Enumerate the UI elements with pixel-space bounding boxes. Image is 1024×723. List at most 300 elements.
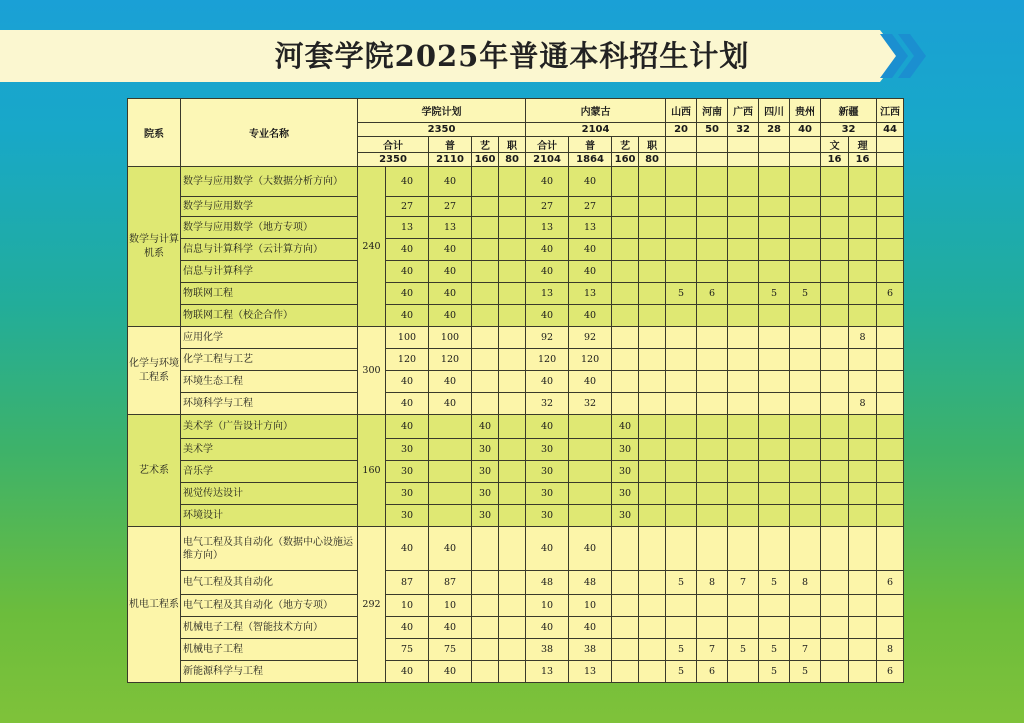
chevron-right-icon [878, 30, 928, 82]
college-value: 30 [386, 505, 429, 527]
neimenggu-value: 40 [569, 261, 612, 283]
province-value [728, 283, 759, 305]
xinjiang-li-value [849, 595, 877, 617]
province-value [666, 483, 697, 505]
province-value [759, 167, 790, 197]
college-sub-zhi: 职 [499, 137, 526, 153]
college-value: 40 [386, 415, 429, 439]
province-value [877, 393, 904, 415]
table-row [128, 261, 904, 283]
neimenggu-value: 40 [526, 617, 569, 639]
province-value [877, 595, 904, 617]
province-value: 7 [728, 571, 759, 595]
province-value [697, 483, 728, 505]
college-value: 40 [429, 371, 472, 393]
neimenggu-value [639, 371, 666, 393]
province-value [790, 439, 821, 461]
province-value: 5 [666, 571, 697, 595]
college-value: 27 [429, 197, 472, 217]
province-value [728, 327, 759, 349]
neimenggu-value: 40 [612, 415, 639, 439]
major-name: 环境设计 [181, 505, 358, 527]
college-value: 40 [429, 527, 472, 571]
province-value [728, 217, 759, 239]
college-value [499, 349, 526, 371]
dept-total: 160 [358, 415, 386, 527]
province-value [697, 217, 728, 239]
college-value [499, 505, 526, 527]
dept-total: 300 [358, 327, 386, 415]
xinjiang-li-value [849, 305, 877, 327]
neimenggu-value: 40 [526, 239, 569, 261]
province-total: 32 [728, 123, 759, 137]
college-value [429, 483, 472, 505]
college-value [429, 415, 472, 439]
college-value [499, 167, 526, 197]
major-name: 机械电子工程 [181, 639, 358, 661]
neimenggu-value: 40 [569, 167, 612, 197]
xinjiang-li-value [849, 217, 877, 239]
college-value: 30 [472, 505, 499, 527]
enrollment-table-wrapper [127, 98, 903, 700]
province-value [790, 505, 821, 527]
major-name: 数学与应用数学（地方专项） [181, 217, 358, 239]
xinjiang-wen-value [821, 327, 849, 349]
header-major: 专业名称 [181, 99, 358, 167]
xinjiang-li-value [849, 261, 877, 283]
neimenggu-value [639, 571, 666, 595]
province-value [666, 439, 697, 461]
neimenggu-value [612, 197, 639, 217]
xinjiang-li-value [849, 349, 877, 371]
province-value [666, 261, 697, 283]
xinjiang-wen-value [821, 217, 849, 239]
province-value [697, 371, 728, 393]
dept-total: 292 [358, 527, 386, 683]
province-value: 5 [666, 661, 697, 683]
neimenggu-value [612, 393, 639, 415]
xinjiang-li-value [849, 661, 877, 683]
college-sub-heji: 合计 [358, 137, 429, 153]
college-sub-pu: 普 [429, 137, 472, 153]
neimenggu-value [639, 327, 666, 349]
college-value: 10 [429, 595, 472, 617]
xinjiang-wen-value [821, 571, 849, 595]
neimenggu-value: 92 [526, 327, 569, 349]
neimenggu-value [612, 527, 639, 571]
college-value [472, 617, 499, 639]
xinjiang-li-value [849, 283, 877, 305]
province-value: 6 [697, 283, 728, 305]
province-value [728, 349, 759, 371]
neimenggu-value [639, 167, 666, 197]
college-value: 100 [386, 327, 429, 349]
major-name: 物联网工程（校企合作） [181, 305, 358, 327]
province-value [759, 483, 790, 505]
college-value [499, 617, 526, 639]
header-province: 山西 [666, 99, 697, 123]
neimenggu-value [612, 283, 639, 305]
neimenggu-value: 40 [526, 305, 569, 327]
major-name: 音乐学 [181, 461, 358, 483]
xinjiang-li-value: 8 [849, 327, 877, 349]
college-value: 27 [386, 197, 429, 217]
neimenggu-value: 32 [526, 393, 569, 415]
province-value [790, 239, 821, 261]
table-row [128, 617, 904, 639]
neimenggu-value: 38 [526, 639, 569, 661]
province-value [697, 305, 728, 327]
neimenggu-value: 13 [569, 217, 612, 239]
header-dept: 院系 [128, 99, 181, 167]
major-name: 信息与计算科学 [181, 261, 358, 283]
province-value [759, 527, 790, 571]
province-value [759, 617, 790, 639]
college-value [499, 371, 526, 393]
province-value [666, 415, 697, 439]
table-row [128, 305, 904, 327]
xinjiang-wen-value [821, 505, 849, 527]
neimenggu-value [639, 261, 666, 283]
neimenggu-value: 40 [526, 371, 569, 393]
neimenggu-value [639, 661, 666, 683]
province-value [728, 461, 759, 483]
college-value [429, 439, 472, 461]
neimenggu-value: 30 [526, 461, 569, 483]
neimenggu-value [612, 167, 639, 197]
province-value [728, 261, 759, 283]
province-value [728, 595, 759, 617]
province-value [790, 461, 821, 483]
dept-cell: 数学与计算机系 [128, 167, 181, 327]
province-value [790, 393, 821, 415]
xinjiang-wen-value [821, 661, 849, 683]
province-value [697, 617, 728, 639]
major-name: 机械电子工程（智能技术方向） [181, 617, 358, 639]
neimenggu-sub-value: 80 [639, 153, 666, 167]
neimenggu-value: 30 [526, 483, 569, 505]
neimenggu-value [639, 239, 666, 261]
neimenggu-value: 13 [526, 283, 569, 305]
table-row [128, 439, 904, 461]
province-value [877, 527, 904, 571]
major-name: 数学与应用数学（大数据分析方向） [181, 167, 358, 197]
province-value [728, 197, 759, 217]
college-value [472, 261, 499, 283]
table-row [128, 239, 904, 261]
province-value [666, 327, 697, 349]
province-value [759, 371, 790, 393]
college-value: 40 [386, 661, 429, 683]
province-total: 32 [821, 123, 877, 137]
xinjiang-sub-li: 理 [849, 137, 877, 153]
neimenggu-value [639, 393, 666, 415]
college-value [499, 217, 526, 239]
province-value: 8 [790, 571, 821, 595]
neimenggu-value [639, 527, 666, 571]
province-value [790, 167, 821, 197]
neimenggu-value: 40 [569, 527, 612, 571]
province-value [790, 371, 821, 393]
neimenggu-value [639, 617, 666, 639]
neimenggu-value: 27 [569, 197, 612, 217]
province-value [697, 261, 728, 283]
neimenggu-value [612, 371, 639, 393]
province-value: 8 [877, 639, 904, 661]
college-value [472, 595, 499, 617]
neimenggu-value: 30 [612, 505, 639, 527]
college-value [499, 439, 526, 461]
xinjiang-wen-value [821, 197, 849, 217]
college-value [429, 461, 472, 483]
xinjiang-sub-wen: 文 [821, 137, 849, 153]
neimenggu-value: 30 [612, 461, 639, 483]
neimenggu-value [639, 505, 666, 527]
province-value [697, 327, 728, 349]
xinjiang-wen-value [821, 167, 849, 197]
college-value: 40 [429, 239, 472, 261]
major-name: 物联网工程 [181, 283, 358, 305]
college-value: 30 [386, 483, 429, 505]
neimenggu-value: 40 [526, 167, 569, 197]
neimenggu-value [639, 595, 666, 617]
page-title: 河套学院2025年普通本科招生计划 [274, 39, 750, 73]
province-value [728, 439, 759, 461]
college-value: 40 [386, 283, 429, 305]
province-value [790, 617, 821, 639]
college-value: 40 [429, 305, 472, 327]
province-value [877, 415, 904, 439]
neimenggu-value [569, 461, 612, 483]
province-total: 50 [697, 123, 728, 137]
college-value [499, 461, 526, 483]
table-row [128, 217, 904, 239]
neimenggu-value [612, 571, 639, 595]
college-total: 2350 [358, 123, 526, 137]
neimenggu-value: 92 [569, 327, 612, 349]
header-province: 江西 [877, 99, 904, 123]
college-value [499, 239, 526, 261]
xinjiang-li-value [849, 197, 877, 217]
major-name: 美术学 [181, 439, 358, 461]
header-province: 四川 [759, 99, 790, 123]
province-value [666, 305, 697, 327]
neimenggu-value [612, 595, 639, 617]
province-value [790, 349, 821, 371]
header-province: 河南 [697, 99, 728, 123]
dept-total: 240 [358, 167, 386, 327]
table-row [128, 661, 904, 683]
province-total: 40 [790, 123, 821, 137]
college-value: 30 [472, 439, 499, 461]
neimenggu-value: 30 [526, 505, 569, 527]
college-value: 87 [386, 571, 429, 595]
neimenggu-value: 48 [569, 571, 612, 595]
province-value: 5 [759, 283, 790, 305]
college-value: 30 [472, 461, 499, 483]
table-row [128, 349, 904, 371]
neimenggu-value: 40 [569, 239, 612, 261]
major-name: 环境生态工程 [181, 371, 358, 393]
college-value [499, 261, 526, 283]
neimenggu-total: 2104 [526, 123, 666, 137]
province-value [790, 595, 821, 617]
xinjiang-wen-value [821, 415, 849, 439]
province-value: 6 [697, 661, 728, 683]
college-value: 40 [429, 261, 472, 283]
neimenggu-value: 40 [526, 415, 569, 439]
neimenggu-value [612, 617, 639, 639]
college-value: 40 [472, 415, 499, 439]
neimenggu-value: 40 [526, 261, 569, 283]
xinjiang-li-value [849, 415, 877, 439]
neimenggu-sub-heji: 合计 [526, 137, 569, 153]
province-value: 5 [759, 571, 790, 595]
xinjiang-wen-value [821, 595, 849, 617]
province-value [759, 595, 790, 617]
province-value [666, 393, 697, 415]
province-value [697, 439, 728, 461]
xinjiang-li-value [849, 639, 877, 661]
province-value [666, 349, 697, 371]
neimenggu-value: 30 [612, 483, 639, 505]
province-value [759, 217, 790, 239]
province-value [697, 349, 728, 371]
province-value [728, 661, 759, 683]
college-value [472, 327, 499, 349]
neimenggu-value: 40 [569, 305, 612, 327]
xinjiang-li-value [849, 461, 877, 483]
province-value [666, 527, 697, 571]
college-value: 40 [429, 393, 472, 415]
province-value [759, 197, 790, 217]
province-value [877, 483, 904, 505]
college-value: 120 [429, 349, 472, 371]
table-row [128, 639, 904, 661]
province-value: 6 [877, 571, 904, 595]
neimenggu-value: 27 [526, 197, 569, 217]
province-value [666, 167, 697, 197]
province-value: 5 [666, 639, 697, 661]
province-value [728, 393, 759, 415]
province-value [759, 261, 790, 283]
province-value [877, 239, 904, 261]
table-row [128, 595, 904, 617]
xinjiang-wen-value [821, 639, 849, 661]
college-value: 13 [429, 217, 472, 239]
major-name: 化学工程与工艺 [181, 349, 358, 371]
major-name: 电气工程及其自动化（地方专项） [181, 595, 358, 617]
college-value: 40 [429, 617, 472, 639]
major-name: 电气工程及其自动化 [181, 571, 358, 595]
province-value [759, 505, 790, 527]
header-college-plan: 学院计划 [358, 99, 526, 123]
college-value: 40 [429, 167, 472, 197]
college-value [499, 483, 526, 505]
province-value: 7 [790, 639, 821, 661]
neimenggu-value: 13 [526, 661, 569, 683]
province-value [790, 483, 821, 505]
college-value [499, 527, 526, 571]
neimenggu-value [639, 639, 666, 661]
province-value [790, 415, 821, 439]
college-value [472, 527, 499, 571]
neimenggu-value [639, 461, 666, 483]
province-value [790, 527, 821, 571]
college-value: 13 [386, 217, 429, 239]
college-value [472, 217, 499, 239]
neimenggu-sub-value: 1864 [569, 153, 612, 167]
neimenggu-value [569, 505, 612, 527]
major-name: 信息与计算科学（云计算方向） [181, 239, 358, 261]
college-value: 87 [429, 571, 472, 595]
neimenggu-value: 40 [569, 371, 612, 393]
province-value: 5 [728, 639, 759, 661]
college-sub-value: 2110 [429, 153, 472, 167]
college-value [499, 327, 526, 349]
college-value [472, 167, 499, 197]
college-value [499, 639, 526, 661]
college-value: 40 [429, 661, 472, 683]
neimenggu-value [569, 439, 612, 461]
province-value [790, 327, 821, 349]
province-value [759, 415, 790, 439]
province-total: 44 [877, 123, 904, 137]
province-value [877, 505, 904, 527]
neimenggu-value [639, 305, 666, 327]
college-value: 40 [386, 167, 429, 197]
college-value: 120 [386, 349, 429, 371]
xinjiang-li-value: 8 [849, 393, 877, 415]
neimenggu-value: 40 [526, 527, 569, 571]
xinjiang-li-value [849, 617, 877, 639]
table-row [128, 197, 904, 217]
province-value: 6 [877, 661, 904, 683]
province-value [728, 305, 759, 327]
province-value [877, 327, 904, 349]
table-row [128, 483, 904, 505]
province-value [877, 305, 904, 327]
college-value [472, 197, 499, 217]
xinjiang-wen-value [821, 239, 849, 261]
college-sub-yi: 艺 [472, 137, 499, 153]
neimenggu-value [612, 349, 639, 371]
xinjiang-li-value [849, 505, 877, 527]
province-value [877, 371, 904, 393]
neimenggu-value [569, 483, 612, 505]
province-value: 5 [790, 661, 821, 683]
province-value [759, 393, 790, 415]
college-value [429, 505, 472, 527]
xinjiang-wen-value [821, 261, 849, 283]
province-value [877, 461, 904, 483]
neimenggu-value [612, 661, 639, 683]
xinjiang-wen-value [821, 371, 849, 393]
neimenggu-value [612, 305, 639, 327]
province-value [728, 415, 759, 439]
major-name: 电气工程及其自动化（数据中心设施运维方向） [181, 527, 358, 571]
province-value: 5 [759, 639, 790, 661]
province-value: 5 [759, 661, 790, 683]
neimenggu-value: 30 [526, 439, 569, 461]
college-sub-value: 160 [472, 153, 499, 167]
college-value [499, 571, 526, 595]
neimenggu-value [639, 415, 666, 439]
province-value [728, 617, 759, 639]
neimenggu-value: 30 [612, 439, 639, 461]
neimenggu-value [612, 239, 639, 261]
college-value [499, 415, 526, 439]
